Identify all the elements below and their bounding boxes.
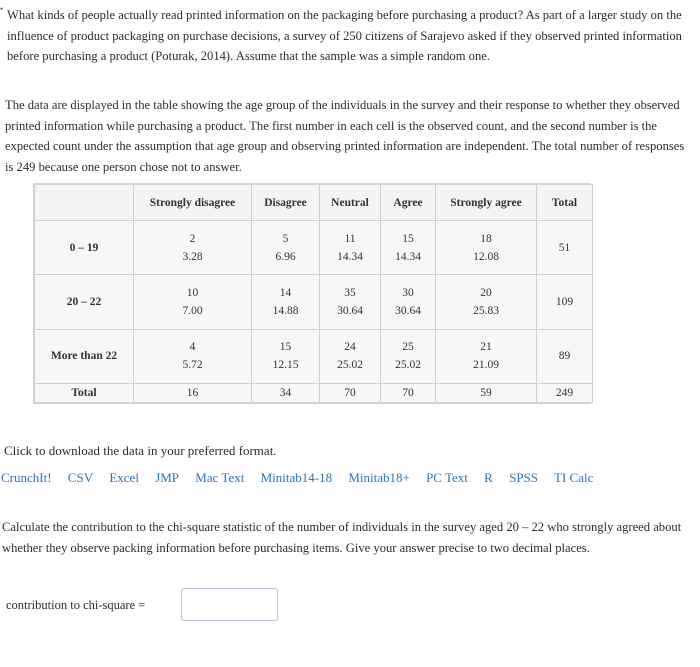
- table-cell: 25 25.02: [381, 329, 436, 383]
- answer-input[interactable]: [181, 588, 278, 621]
- table-cell: 14 14.88: [252, 275, 320, 329]
- table-cell: 24 25.02: [320, 329, 381, 383]
- question-text: Calculate the contribution to the chi-square statistic of the number of individuals in the survey aged 20 – 22 who strongly agreed about whether they observe packing information before purchasing items. Give your answer precise to two decimal places.: [2, 520, 682, 555]
- format-link-crunchit[interactable]: CrunchIt!: [1, 470, 52, 485]
- table-cell: 5 6.96: [252, 221, 320, 275]
- format-link-ti-calc[interactable]: TI Calc: [554, 470, 594, 485]
- grand-total: 249: [537, 383, 593, 402]
- table-header-row: [35, 185, 593, 221]
- row-label: 20 – 22: [35, 275, 134, 329]
- table-cell: 15 12.15: [252, 329, 320, 383]
- format-link-jmp[interactable]: JMP: [155, 470, 180, 485]
- download-instruction: Click to download the data in your preferred format.: [4, 443, 277, 458]
- table-cell: 11 14.34: [320, 221, 381, 275]
- row-total: 51: [537, 221, 593, 275]
- table-cell: 20 25.83: [436, 275, 537, 329]
- header-cell: Agree: [381, 185, 436, 221]
- column-total: 70: [381, 383, 436, 402]
- format-link-r[interactable]: R: [484, 470, 493, 485]
- format-link-mac-text[interactable]: Mac Text: [195, 470, 245, 485]
- table-row: [35, 329, 593, 383]
- column-total: 34: [252, 383, 320, 402]
- intro-paragraph: What kinds of people actually read printed information on the packaging before purchasing a product? As part of a larger study on the influence of product packaging on purchase decisions, a survey of 250 citizens of Sarajevo asked if they observed printed information before purchasing a product (Poturak, 2014). Assume that the sample was a simple random one.: [7, 8, 682, 63]
- format-link-minitab18plus[interactable]: Minitab18+: [348, 470, 410, 485]
- table-row: [35, 275, 593, 329]
- download-format-links: [1, 470, 606, 486]
- table-cell: 10 7.00: [134, 275, 252, 329]
- data-table: [34, 184, 593, 403]
- bullet-marker: •: [0, 4, 4, 14]
- table-row: [35, 221, 593, 275]
- table-cell: 15 14.34: [381, 221, 436, 275]
- row-label: 0 – 19: [35, 221, 134, 275]
- totals-row: [35, 383, 593, 402]
- row-label: More than 22: [35, 329, 134, 383]
- description-paragraph: The data are displayed in the table showing the age group of the individuals in the survey and their response to whether they observed printed information while purchasing a product. The first number in each cell is the observed count, and the second number is the expected count under the assumption that age group and observing printed information are independent. The total number of responses is 249 because one person chose not to answer.: [5, 98, 685, 174]
- column-total: 16: [134, 383, 252, 402]
- table-cell: 21 21.09: [436, 329, 537, 383]
- header-cell: Strongly agree: [436, 185, 537, 221]
- answer-label: contribution to chi-square =: [6, 598, 146, 612]
- data-table-container: [33, 183, 591, 404]
- table-cell: 4 5.72: [134, 329, 252, 383]
- format-link-pc-text[interactable]: PC Text: [426, 470, 468, 485]
- format-link-csv[interactable]: CSV: [67, 470, 94, 485]
- format-link-excel[interactable]: Excel: [109, 470, 139, 485]
- header-cell: [35, 185, 134, 221]
- header-cell: Strongly disagree: [134, 185, 252, 221]
- header-cell: Neutral: [320, 185, 381, 221]
- table-cell: 18 12.08: [436, 221, 537, 275]
- header-cell: Total: [537, 185, 593, 221]
- table-cell: 30 30.64: [381, 275, 436, 329]
- row-total: 89: [537, 329, 593, 383]
- format-link-minitab14-18[interactable]: Minitab14-18: [260, 470, 333, 485]
- row-label: Total: [35, 383, 134, 402]
- format-link-spss[interactable]: SPSS: [509, 470, 539, 485]
- row-total: 109: [537, 275, 593, 329]
- table-cell: 2 3.28: [134, 221, 252, 275]
- column-total: 59: [436, 383, 537, 402]
- column-total: 70: [320, 383, 381, 402]
- header-cell: Disagree: [252, 185, 320, 221]
- table-cell: 35 30.64: [320, 275, 381, 329]
